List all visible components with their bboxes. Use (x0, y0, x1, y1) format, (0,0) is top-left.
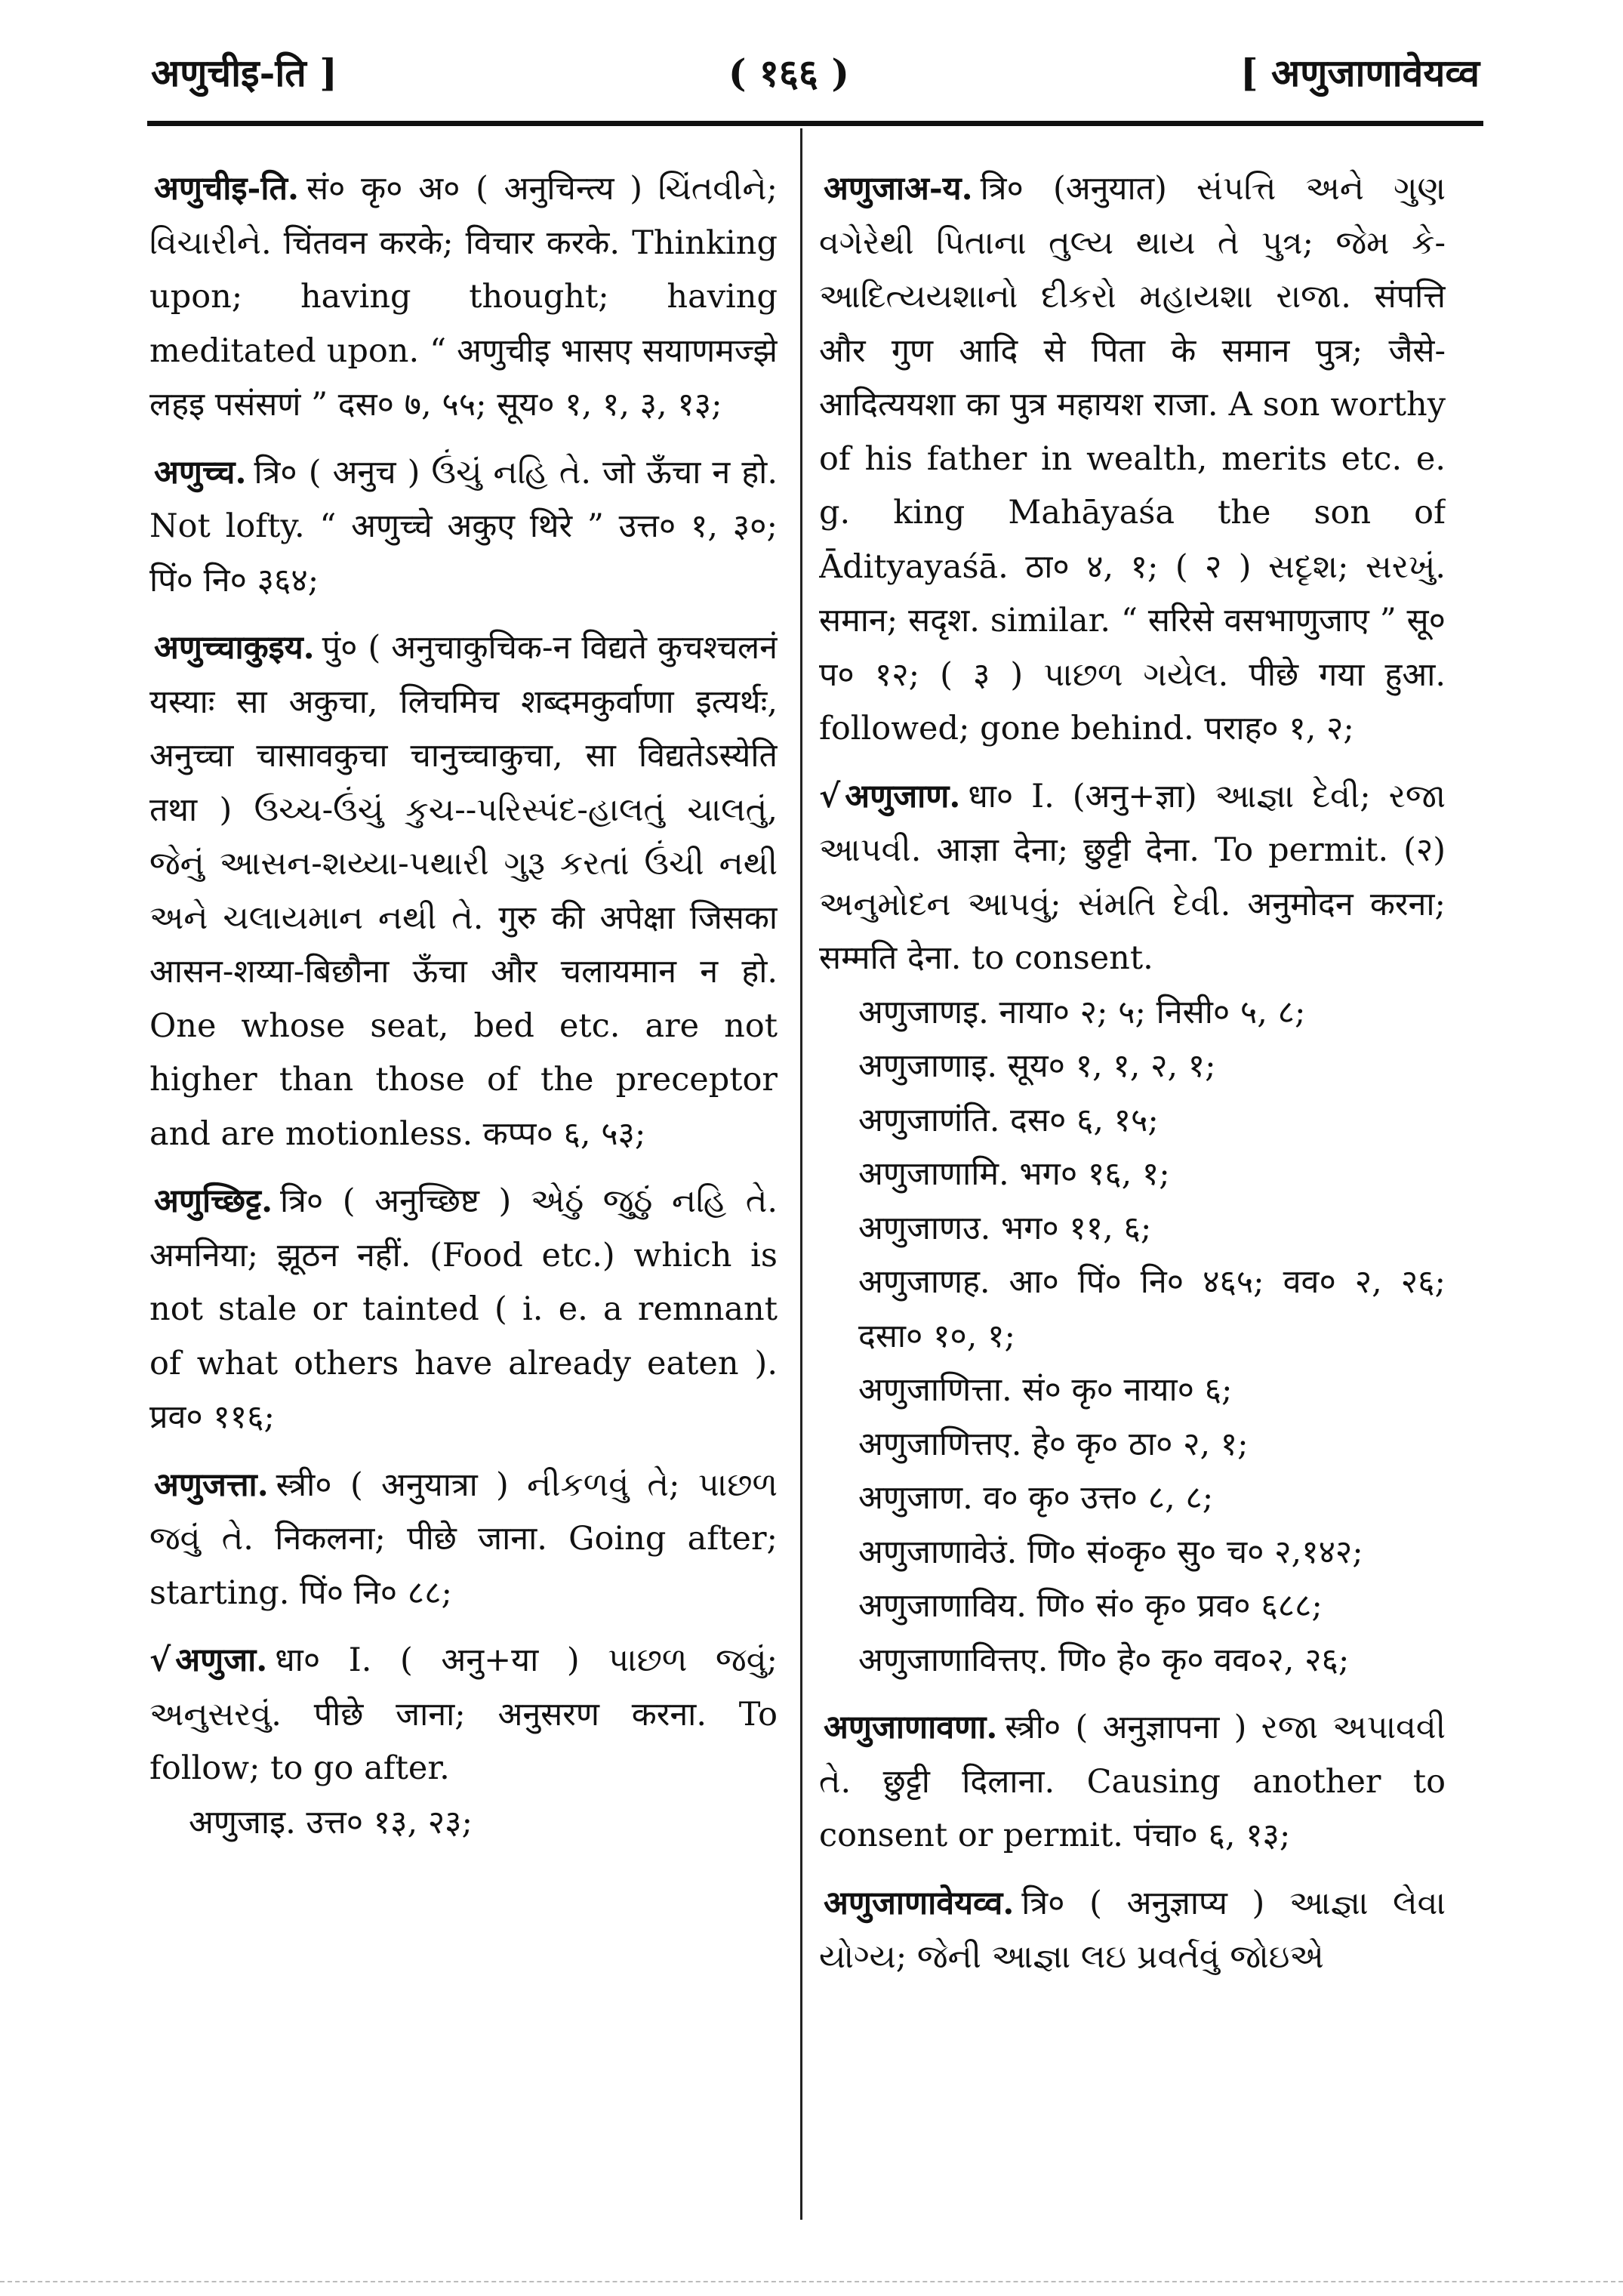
entry-headword: अणुजा. (175, 1641, 268, 1679)
entry-definition: त्रि० ( अनुच ) ઉંચું નહિ તે. जो ऊँचा न हो. Not lofty. “ अणुच्चे अकुए थिरे ” उत्त० १, ३०; पिं० नि० ३६४; (149, 453, 778, 599)
dictionary-entry (819, 1877, 1446, 1985)
left-column (149, 162, 778, 2224)
dictionary-entry (149, 446, 778, 609)
entry-form-line: अणुजाणउ. भग० ११, ६; (858, 1209, 1152, 1247)
dictionary-entry (149, 162, 778, 433)
page-header (151, 30, 1480, 113)
entry-form-line: अणुजाणाइ. सूय० १, १, २, १; (858, 1047, 1216, 1085)
entry-form-line: अणुजाण. व० कृ० उत्त० ८, ८; (858, 1479, 1214, 1517)
entry-definition: धा० I. (अनु+ज्ञा) આજ્ઞા દેવી; રજા આપવી. आज्ञा देना; छुट्टी देना. To permit. (२) અનુમોદન આપવું; સંમતિ દેવી. अनुमोदन करना; सम्मति देना. to consent. (819, 777, 1446, 977)
dictionary-entry (819, 162, 1446, 757)
entry-form-line: अणुजाणाविय. णि० सं० कृ० प्रव० ६८८; (858, 1587, 1323, 1625)
entry-form-line: अणुजाणावेउं. णि० सं०कृ० सु० च० २,१४२; (858, 1533, 1363, 1571)
left-guide-word: अणुचीइ-ति ] (151, 51, 337, 95)
dictionary-entry (819, 770, 1446, 1688)
right-column (819, 162, 1446, 2224)
column-divider (800, 128, 802, 2220)
right-guide-word: [ अणुजाणावेयव्व (1240, 51, 1480, 95)
entry-definition: त्रि० (अनुयात) સંપત્તિ અને ગુણ વગેરેથી પિતાના તુલ્ય થાય તે પુત્ર; જેમ કે- આદિત્યયશાનો દીકરો મહાયશા રાજા. संपत्ति और गुण आदि से पिता के समान पुत्र; जैसे- आदित्ययशा का पुत्र महायश राजा. A son worthy of his father in wealth, merits etc. e. g. king Mahāyaśa the son of Ādityayaśā. ठा० ४, १; ( २ ) સદૃશ; સરખું. समान; सदृश. similar. “ सरिसे वसभाणुजाए ” सू० प० १२; ( ३ ) પાછળ ગયેલ. पीछे गया हुआ. followed; gone behind. पराह० १, २; (819, 170, 1446, 747)
dictionary-entry (149, 1459, 778, 1621)
entry-definition: स्त्री० ( अनुयात्रा ) નીકળવું તે; પાછળ જવું તે. निकलना; पीछे जाना. Going after; starting. पिं० नि० ८८; (149, 1465, 778, 1612)
entry-definition: सं० कृ० अ० ( अनुचिन्त्य ) ચિંતવીને; વિચારીને. चिंतवन करके; विचार करके. Thinking upon; having thought; having meditated upon. “ अणुचीइ भासए सयाणमज्झे लहइ पसंसणं ” दस० ७, ५५; सूय० १, १, ३, १३; (149, 170, 778, 424)
entry-headword: अणुजाअ-य. (824, 170, 973, 208)
entry-headword: अणुजाणावणा. (824, 1709, 998, 1746)
entry-definition: त्रि० ( अनुज्ञाप्य ) આજ્ઞા લેવા યોગ્ય; જેની આજ્ઞા લઇ પ્રવર્તવું જોઇએ (819, 1884, 1446, 1976)
entry-forms (819, 986, 1446, 1688)
entry-headword: अणुचीइ-ति. (154, 170, 299, 208)
entry-form-line: अणुजाणंति. दस० ६, १५; (858, 1101, 1159, 1139)
entry-form-line: अणुजाणइ. नाया० २; ५; निसी० ५, ८; (858, 993, 1306, 1031)
dictionary-entry (819, 1701, 1446, 1863)
entry-definition: धा० I. ( अनु+या ) પાછળ જવું; અનુસરવું. पीछे जाना; अनुसरण करना. To follow; to go after. (149, 1641, 778, 1787)
dictionary-entry (149, 1634, 778, 1850)
entry-headword: अणुच्छिट्ट. (154, 1182, 273, 1220)
entry-headword: अणुजाण. (845, 777, 961, 815)
entry-definition: पुं० ( अनुचाकुचिक-न विद्यते कुचश्चलनं यस्याः सा अकुचा, लिचमिच शब्दमकुर्वाणा इत्यर्थः, अनुच्चा चासावकुचा चानुच्चाकुचा, सा विद्यतेऽस्येति तथा ) ઉચ્ચ-ઉંચું કુચ--પરિસ્પંદ-હાલતું ચાલતું, જેનું આસન-શય્યા-પથારી ગુરૂ કરતાં ઉંચી નથી અને ચલાયમાન નથી તે. गुरु की अपेक्षा जिसका आसन-शय्या-बिछौना ऊँचा और चलायमान न हो. One whose seat, bed etc. are not higher than those of the preceptor and are motionless. कप्प० ६, ५३; (149, 629, 778, 1153)
dictionary-entry (149, 621, 778, 1161)
entry-form-line: अणुजाणामि. भग० १६, १; (858, 1155, 1170, 1193)
entry-headword: अणुजाणावेयव्व. (824, 1884, 1015, 1922)
entry-headword: अणुच्चाकुइय. (154, 629, 315, 667)
entry-definition: स्त्री० ( अनुज्ञापना ) રજા અપાવવી તે. छुट्टी दिलाना. Causing another to consent or permit. पंचा० ६, १३; (819, 1709, 1446, 1854)
dictionary-entry (149, 1175, 778, 1445)
entry-forms (149, 1796, 778, 1851)
entry-definition: त्रि० ( अनुच्छिष्ट ) એઠું જુઠું નહિ તે. अमनिया; झूठन नहीं. (Food etc.) which is not stale or tainted ( i. e. a remnant of what others have already eaten ). प्रव० ११६; (149, 1182, 778, 1436)
root-tick-mark: √ (149, 1641, 171, 1679)
header-rule (147, 121, 1483, 126)
page-number: ( १६६ ) (728, 51, 849, 95)
entry-form-line: अणुजाइ. उत्त० १३, २३; (189, 1803, 473, 1841)
entry-form-line: अणुजाणावित्तए. णि० हे० कृ० वव०२, २६; (858, 1641, 1350, 1679)
entry-form-line: अणुजाणित्तए. हे० कृ० ठा० २, १; (858, 1425, 1249, 1463)
root-tick-mark: √ (819, 777, 841, 815)
entry-headword: अणुच्च. (154, 453, 247, 492)
entry-form-line: अणुजाणह. आ० पिं० नि० ४६५; वव० २, २६; दसा० १०, १; (858, 1263, 1446, 1355)
bottom-edge-line (0, 2281, 1623, 2282)
entry-headword: अणुजत्ता. (154, 1465, 269, 1504)
entry-form-line: अणुजाणित्ता. सं० कृ० नाया० ६; (858, 1371, 1233, 1409)
